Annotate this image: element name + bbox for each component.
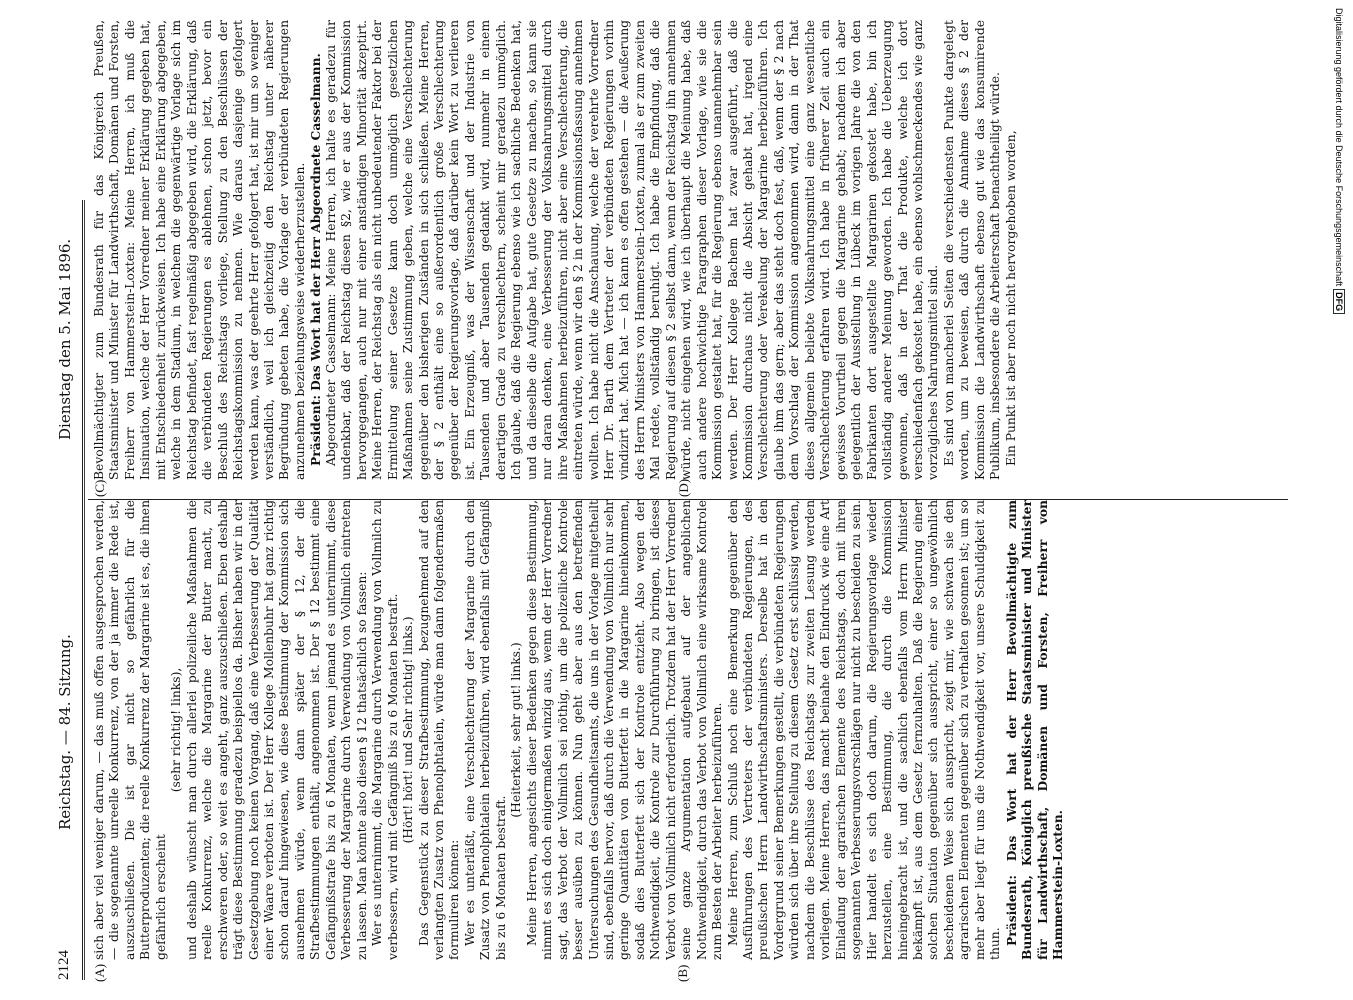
funding-credit — [1334, 8, 1344, 314]
header-rule — [82, 200, 83, 980]
header-rule-secondary — [84, 200, 85, 980]
left-column — [92, 500, 1066, 960]
margin-marker-b: (B) — [675, 964, 690, 982]
paragraph: sich aber viel weniger darum, — das muß offen ausgesprochen werden, — die sogenannte unreelle Konkurrenz, von der ja immer die Rede ist, auszuschließen. Die ist gar nicht so gefährlich für die Butterproduzenten; die reelle Konkurrenz der Margarine ist es, die ihnen gefährlich erscheint — [92, 500, 168, 960]
session-title: Reichstag. — 84. Sitzung. — [56, 634, 74, 830]
quoted-provision: Wer es unternimmt, die Margarine durch Verwendung von Vollmilch zu verbessern, wird mit Gefängniß bis zu 6 Monaten bestraft. — [370, 500, 400, 960]
margin-marker-a: (A) — [92, 963, 107, 982]
paragraph: und deshalb wünscht man durch allerlei polizeiliche Maßnahmen die reelle Konkurrenz, welche die Margarine der Butter macht, zu erschweren oder, so weit es angeht, ganz auszuschließen. Eben deshalb trägt diese Bestimmung geradezu beispiellos da. Bisher haben wir in der Gesetzgebung noch keinen Vorgang, daß eine Verbesserung der Qualität einer Waare verboten ist. Der Herr Kollege Mollenbuhr hat ganz richtig schon darauf hingewiesen, wie diese Bestimmung der Kommission sich ausnehmen würde, wenn dann später der § 12, der die Strafbestimmungen enthält, angenommen ist. Der § 12 bestimmt eine Gefängnißstrafe bis zu 6 Monaten, wenn jemand es unternimmt, diese Verbesserung der Margarine durch Verwendung von Vollmilch eintreten zu lassen. Man könnte also diesen § 12 thatsächlich so fassen: — [184, 500, 369, 960]
paragraph: Es sind von mancherlei Seiten die verschiedensten Punkte dargelegt worden, um zu beweisen, daß durch die Annahme dieses § 2 der Kommission die Landwirthschaft ebenso gut wie das konsumirende Publikum, insbesondere die Arbeiterschaft benachtheiligt würde. — [941, 20, 1003, 480]
page-number: 2124 — [56, 950, 72, 980]
session-date: Dienstag den 5. Mai 1896. — [56, 238, 74, 440]
page-header — [52, 200, 80, 980]
interjection: (Heiterkeit, sehr gut! links.) — [509, 642, 524, 818]
quoted-provision: Wer es unterläßt, eine Verschlechterung der Margarine durch den Zusatz von Phenolphtalein herbeizuführen, wird ebenfalls mit Gefängniß bis zu 6 Monaten bestraft. — [462, 500, 508, 960]
president-statement: Präsident: Das Wort hat der Herr Abgeordnete Casselmann. — [308, 53, 324, 466]
paragraph: Abgeordneter Casselmann: Meine Herren, ich halte es geradezu für undenkbar, daß der Reichstag diesen §2, wie er aus der Kommission hervorgegangen, auch nur mit einer anständigen Minorität akzeptirt. Meine Herren, der Reichstag als ein nicht unbedeutender Faktor bei der Ermittelung seiner Gesetze kann doch unmöglich gesetzlichen Maßnahmen seine Zustimmung geben, welche eine Verschlechterung gegenüber den bisherigen Zuständen in sich schließen. Meine Herren, der § 2 enthält eine so außerordentlich große Verschlechterung gegenüber der Regierungsvorlage, daß darüber kein Wort zu verlieren ist. Ein Erzeugniß, was der Wissenschaft und der Industrie von Tausenden und aber Tausenden gedankt wird, nunmehr in einem derartigen Grade zu verschlechtern, scheint mir geradezu unmöglich. Ich glaube, daß die Regierung ebenso wie ich sachliche Bedenken hat, und da dieselbe die Aufgabe hat, gute Gesetze zu machen, so kann sie nur daran denken, eine Verbesserung der Volksnahrungsmittel durch ihre Maßnahmen herbeizuführen, nicht aber eine Verschlechterung, die eintreten würde, wenn wir den § 2 in der Kommissionsfassung annehmen wollten. Ich habe nicht die Anschauung, welche der verehrte Vorredner Herr Dr. Barth dem Vertreter der verbündeten Regierungen vorhin vindizirt hat. Mich hat — ich kann es offen gestehen — die Aeußerung des Herrn Ministers von Hammerstein-Loxten, zumal als er zum zweiten Mal redete, vollständig beruhigt. Ich habe die Empfindung, daß die Regierung auf diesen § 2 selbst dann, wenn der Reichstag ihn annehmen würde, nicht eingehen wird, wie ich überhaupt die Meinung habe, daß auch andere hochwichtige Paragraphen dieser Vorlage, wie sie die Kommission gestaltet hat, für die Regierung ebenso unannehmbar sein werden. Der Herr Kollege Bachem hat zwar ausgeführt, daß die Kommission durchaus nicht die Absicht gehabt hat, irgend eine Verschlechterung oder Verekelung der Margarine herbeizuführen. Ich glaube ihm das gern; aber das steht doch fest, daß, wenn der § 2 nach dem Vorschlag der Kommission angenommen wird, dann in der That dieses allgemein beliebte Volksnahrungsmittel eine ganz wesentliche Verschlechterung erfahren wird. Ich habe in früherer Zeit auch ein gewisses Vorurtheil gegen die Margarine gehabt; nachdem ich aber gelegentlich der Ausstellung in Lübeck im vorigen Jahre die von den Fabrikanten dort ausgestellte Margarinen gekostet habe, bin ich vollständig anderer Meinung geworden. Ich habe die Ueberzeugung gewonnen, daß in der That die Produkte, welche ich dort verschiedenfach gekostet habe, ein ebenso wohlschmeckendes wie ganz vorzügliches Nahrungsmittel sind. — [323, 20, 941, 480]
paragraph: Meine Herren, zum Schluß noch eine Bemerkung gegenüber den Ausführungen des Vertreters der verbündeten Regierungen, des preußischen Herrn Landwirthschaftsministers. Derselbe hat in den Vordergrund seiner Bemerkungen gestellt, die verbündeten Regierungen würden sich über ihre Stellung zu diesem Gesetz erst schlüssig werden, nachdem die Beschlüsse des Reichstags zur zweiten Lesung werden vorliegen. Meine Herren, das macht beinahe den Eindruck wie eine Art Einladung der agrarischen Elemente des Reichstags, doch mit ihren sogenannten Verbesserungsvorschlägen nur nicht zu bescheiden zu sein. Hier handelt es sich doch darum, die Regierungsvorlage wieder herzustellen, eine Bestimmung, die durch die Kommission hineingebracht ist, und die sachlich ebenfalls vom Herrn Minister bekämpft ist, aus dem Gesetz fernzuhalten. Daß die Regierung einer solchen Situation gegenüber sich ausspricht, einer so ungewöhnlich bescheidenen Weise sich ausspricht, zeigt mir, wie schwach sie den agrarischen Elementen gegenüber sich zu verhalten gesonnen ist; um so mehr aber liegt für uns die Nothwendigkeit vor, unsere Schuldigkeit zu thun. — [725, 500, 1003, 960]
margin-marker-d: (D) — [676, 478, 691, 497]
interjection: (sehr richtig! links), — [169, 667, 184, 793]
paragraph: Das Gegenstück zu dieser Strafbestimmung, bezugnehmend auf den verlangten Zusatz von Phenolphtalein, würde man dann folgendermaßen formuliren können: — [416, 500, 462, 960]
paragraph: Ein Punkt ist aber noch nicht hervorgehoben worden, — [1003, 130, 1018, 466]
paragraph: Meine Herren, angesichts dieser Bedenken gegen diese Bestimmung, nimmt es sich doch einigermaßen winzig aus, wenn der Herr Vorredner sagt, das Verbot der Vollmilch sei nöthig, um die polizeiliche Kontrole besser ausüben zu können. Nun geht aber aus den betreffenden Untersuchungen des Gesundheitsamts, die uns in der Vorlage mitgetheilt sind, ebenfalls hervor, daß durch die Verwendung von Vollmilch nur sehr geringe Quantitäten von Butterfett in die Margarine hineinkommen, sodaß dies Butterfett sich der Kontrole entzieht. Also wegen der Nothwendigkeit, die Kontrole zur Durchführung zu bringen, ist dieses Verbot von Vollmilch nicht erforderlich. Trotzdem hat der Herr Vorredner seine ganze Argumentation aufgebaut auf der angeblichen Nothwendigkeit, durch das Verbot von Vollmilch eine wirksame Kontrole zum Besten der Arbeiter herbeizuführen. — [524, 500, 725, 960]
dfg-logo: DFG — [1333, 289, 1345, 314]
credit-text: Digitalisierung gefördert durch die Deutsche Forschungsgemeinschaft — [1334, 8, 1344, 287]
president-statement: Präsident: Das Wort hat der Herr Bevollmächtigte zum Bundesrath, Königlich preußische Staatsminister und Minister für Landwirthschaft, Domänen und Forsten, Freiherr von Hammerstein-Loxten. — [1003, 500, 1066, 960]
margin-marker-c: (C) — [92, 479, 107, 497]
right-column — [92, 20, 1019, 480]
paragraph: Bevollmächtigter zum Bundesrath für das Königreich Preußen, Staatsminister und Minister für Landwirthschaft, Domänen und Forsten, Freiherr von Hammerstein-Loxten: Meine Herren, ich muß die Insinuation, welche der Herr Vorredner meiner Erklärung gegeben hat, mit Entschiedenheit zurückweisen. Ich habe eine Erklärung abgegeben, welche in dem Stadium, in welchem die gegenwärtige Vorlage sich im Reichstag befindet, fast regelmäßig abgegeben wird, die Erklärung, daß die verbündeten Regierungen es ablehnen, schon jetzt, bevor ein Beschluß des Reichstags vorliege, Stellung zu den Beschlüssen der Reichstagskommission zu nehmen. Wie daraus dasjenige gefolgert werden kann, was der geehrte Herr gefolgert hat, ist mir um so weniger verständlich, weil ich gleichzeitig den Reichstag unter näherer Begründung gebeten habe, die Vorlage der verbündeten Regierungen anzunehmen beziehungsweise wiederherzustellen. — [92, 20, 307, 480]
interjection: (Hört! hört! und Sehr richtig! links.) — [401, 616, 416, 844]
